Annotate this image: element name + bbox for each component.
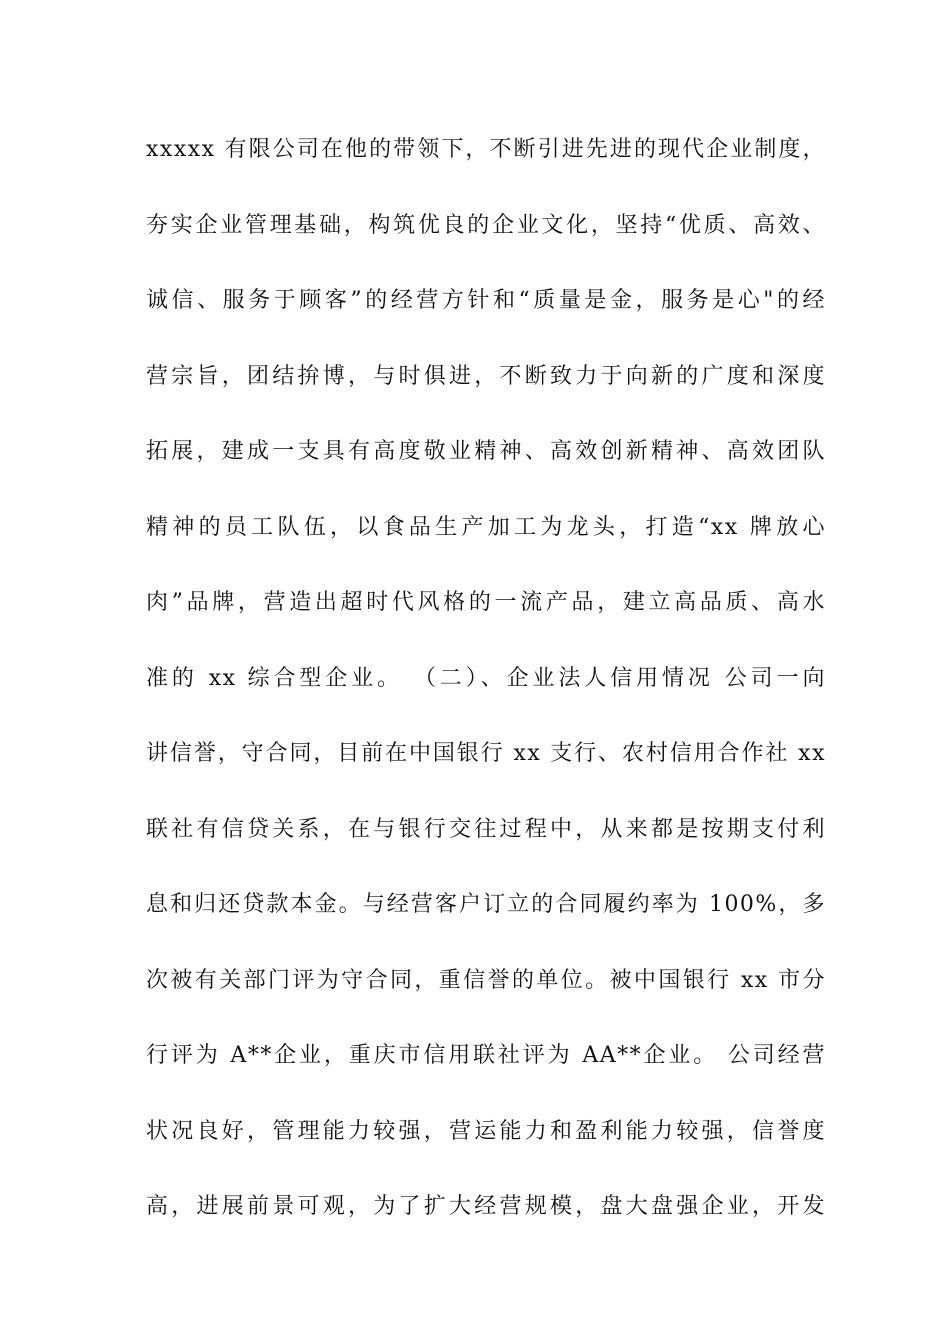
text-line: 拓展，建成一支具有高度敬业精神、高效创新精神、高效团队 <box>146 439 826 464</box>
text-line: 诚信、服务于顾客”的经营方针和“质量是金，服务是心"的经 <box>146 288 826 313</box>
text-line: 精神的员工队伍，以食品生产加工为龙头，打造“xx 牌放心 <box>146 514 826 540</box>
text-line: 息和归还贷款本金。与经营客户订立的合同履约率为 100%，多 <box>146 892 826 917</box>
text-line: 行评为 A**企业，重庆市信用联社评为 AA**企业。 公司经营 <box>146 1043 826 1068</box>
text-line: 肉”品牌，营造出超时代风格的一流产品，建立高品质、高水 <box>146 590 826 615</box>
text-line: 状况良好，管理能力较强，营运能力和盈利能力较强，信誉度 <box>146 1118 826 1144</box>
text-line: 高，进展前景可观，为了扩大经营规模，盘大盘强企业，开发 <box>146 1194 826 1219</box>
text-line: 讲信誉，守合同，目前在中国银行 xx 支行、农村信用合作社 xx <box>146 741 826 766</box>
text-line: 准的 xx 综合型企业。 （二）、企业法人信用情况 公司一向 <box>146 665 826 691</box>
text-line: 联社有信贷关系，在与银行交往过程中，从来都是按期支付利 <box>146 816 826 842</box>
text-line: 夯实企业管理基础，构筑优良的企业文化，坚持“优质、高效、 <box>146 212 826 238</box>
body-text <box>146 131 826 1264</box>
text-line: xxxxx 有限公司在他的带领下，不断引进先进的现代企业制度， <box>146 137 826 162</box>
text-line: 次被有关部门评为守合同，重信誉的单位。被中国银行 xx 市分 <box>146 967 826 993</box>
text-line: 营宗旨，团结拚博，与时俱进，不断致力于向新的广度和深度 <box>146 363 826 389</box>
